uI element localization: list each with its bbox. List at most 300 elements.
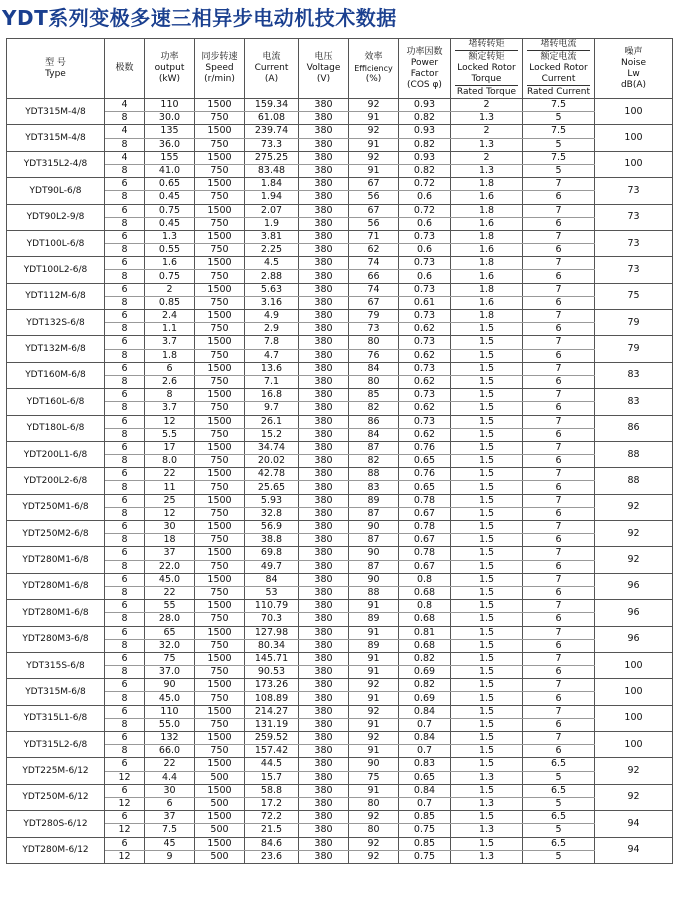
value-cell: 7 [523,600,595,613]
value-cell: 0.68 [399,613,451,626]
value-cell: 6 [105,626,145,639]
value-cell: 92 [349,732,399,745]
value-cell: 6 [105,547,145,560]
value-cell: 9.7 [245,402,299,415]
header-text: Current [541,74,576,84]
noise-cell: 92 [595,784,673,810]
value-cell: 1.5 [451,349,523,362]
noise-cell: 100 [595,652,673,678]
header-noise [595,39,673,99]
value-cell: 6 [523,692,595,705]
value-cell: 74 [349,283,399,296]
noise-cell: 94 [595,811,673,837]
value-cell: 0.75 [399,850,451,863]
value-cell: 6 [105,784,145,797]
value-cell: 1.5 [451,521,523,534]
value-cell: 1500 [195,178,245,191]
value-cell: 6 [105,837,145,850]
value-cell: 380 [299,494,349,507]
model-cell: YDT280M3-6/8 [7,626,105,652]
value-cell: 1.5 [451,705,523,718]
table-row [7,745,673,758]
value-cell: 0.6 [399,217,451,230]
value-cell: 25.65 [245,481,299,494]
value-cell: 5 [523,771,595,784]
value-cell: 6 [105,389,145,402]
value-cell: 1.5 [451,534,523,547]
value-cell: 0.67 [399,507,451,520]
value-cell: 8 [105,718,145,731]
value-cell: 6 [105,178,145,191]
table-row [7,402,673,415]
value-cell: 21.5 [245,824,299,837]
value-cell: 7 [523,494,595,507]
value-cell: 6 [105,336,145,349]
value-cell: 22 [145,758,195,771]
value-cell: 2 [451,151,523,164]
value-cell: 1.5 [451,468,523,481]
value-cell: 7 [523,415,595,428]
value-cell: 7 [523,283,595,296]
table-row [7,560,673,573]
value-cell: 88 [349,586,399,599]
value-cell: 1.5 [451,758,523,771]
noise-cell: 92 [595,758,673,784]
noise-cell: 96 [595,600,673,626]
value-cell: 89 [349,613,399,626]
value-cell: 380 [299,164,349,177]
value-cell: 5 [523,164,595,177]
model-cell: YDT280S-6/12 [7,811,105,837]
value-cell: 9 [145,850,195,863]
value-cell: 0.65 [399,455,451,468]
value-cell: 380 [299,600,349,613]
value-cell: 36.0 [145,138,195,151]
value-cell: 1.5 [451,626,523,639]
value-cell: 0.76 [399,468,451,481]
value-cell: 91 [349,692,399,705]
value-cell: 30 [145,521,195,534]
value-cell: 380 [299,230,349,243]
value-cell: 380 [299,481,349,494]
value-cell: 92 [349,850,399,863]
value-cell: 2.9 [245,323,299,336]
value-cell: 84 [245,573,299,586]
table-row [7,389,673,402]
value-cell: 1.8 [451,283,523,296]
header-text: 额定转矩 [468,52,505,62]
value-cell: 5 [523,797,595,810]
value-cell: 1.3 [451,112,523,125]
value-cell: 8 [105,323,145,336]
value-cell: 0.67 [399,560,451,573]
value-cell: 91 [349,626,399,639]
value-cell: 90 [349,521,399,534]
value-cell: 380 [299,666,349,679]
value-cell: 6 [523,270,595,283]
header-text: output [154,63,185,73]
value-cell: 23.6 [245,850,299,863]
value-cell: 80 [349,375,399,388]
value-cell: 380 [299,283,349,296]
header-text: Voltage [306,63,341,73]
table-row [7,521,673,534]
value-cell: 1500 [195,652,245,665]
value-cell: 500 [195,771,245,784]
value-cell: 1.84 [245,178,299,191]
value-cell: 30 [145,784,195,797]
value-cell: 87 [349,507,399,520]
value-cell: 0.75 [145,204,195,217]
value-cell: 55 [145,600,195,613]
header-output [145,39,195,99]
motor-data-table [6,38,673,864]
value-cell: 380 [299,349,349,362]
value-cell: 6 [105,283,145,296]
value-cell: 6 [523,296,595,309]
value-cell: 3.16 [245,296,299,309]
noise-cell: 79 [595,310,673,336]
value-cell: 8 [105,402,145,415]
value-cell: 7.1 [245,375,299,388]
value-cell: 6 [105,573,145,586]
value-cell: 380 [299,797,349,810]
value-cell: 0.75 [399,824,451,837]
header-text: Speed [205,63,234,73]
value-cell: 7 [523,336,595,349]
value-cell: 750 [195,639,245,652]
value-cell: 108.89 [245,692,299,705]
value-cell: 0.65 [145,178,195,191]
table-row [7,270,673,283]
value-cell: 15.2 [245,428,299,441]
value-cell: 72.2 [245,811,299,824]
value-cell: 0.73 [399,283,451,296]
noise-cell: 100 [595,732,673,758]
value-cell: 0.73 [399,310,451,323]
value-cell: 750 [195,270,245,283]
value-cell: 380 [299,151,349,164]
value-cell: 7 [523,310,595,323]
value-cell: 0.84 [399,705,451,718]
value-cell: 0.62 [399,402,451,415]
value-cell: 380 [299,850,349,863]
value-cell: 750 [195,586,245,599]
value-cell: 20.02 [245,455,299,468]
value-cell: 84 [349,428,399,441]
value-cell: 0.83 [399,758,451,771]
value-cell: 15.7 [245,771,299,784]
table-row [7,666,673,679]
value-cell: 2 [145,283,195,296]
header-power-factor [399,39,451,99]
value-cell: 6 [145,797,195,810]
value-cell: 1500 [195,732,245,745]
noise-cell: 83 [595,389,673,415]
value-cell: 22 [145,586,195,599]
value-cell: 380 [299,639,349,652]
value-cell: 79 [349,310,399,323]
value-cell: 0.69 [399,666,451,679]
value-cell: 2.88 [245,270,299,283]
value-cell: 5.5 [145,428,195,441]
value-cell: 6 [105,362,145,375]
value-cell: 53 [245,586,299,599]
value-cell: 55.0 [145,718,195,731]
value-cell: 6 [105,441,145,454]
noise-cell: 73 [595,257,673,283]
value-cell: 7 [523,178,595,191]
value-cell: 0.76 [399,441,451,454]
value-cell: 8 [105,112,145,125]
table-row [7,191,673,204]
value-cell: 380 [299,99,349,112]
value-cell: 6.5 [523,811,595,824]
header-text: Lw [627,68,640,79]
value-cell: 380 [299,811,349,824]
value-cell: 173.26 [245,679,299,692]
value-cell: 110 [145,99,195,112]
value-cell: 0.68 [399,586,451,599]
value-cell: 8 [105,666,145,679]
value-cell: 7 [523,204,595,217]
header-text: (r/min) [204,74,235,84]
value-cell: 6 [523,718,595,731]
model-cell: YDT250M-6/12 [7,784,105,810]
value-cell: 22.0 [145,560,195,573]
value-cell: 6 [105,732,145,745]
model-cell: YDT315M-6/8 [7,679,105,705]
value-cell: 17 [145,441,195,454]
value-cell: 42.78 [245,468,299,481]
value-cell: 32.8 [245,507,299,520]
table-row [7,362,673,375]
model-cell: YDT160M-6/8 [7,362,105,388]
table-row [7,151,673,164]
value-cell: 91 [349,164,399,177]
value-cell: 1500 [195,468,245,481]
value-cell: 92 [349,679,399,692]
value-cell: 0.73 [399,230,451,243]
value-cell: 8 [105,613,145,626]
value-cell: 6 [105,310,145,323]
header-text: Factor [410,68,439,79]
value-cell: 1.8 [145,349,195,362]
value-cell: 56 [349,217,399,230]
value-cell: 1.8 [451,310,523,323]
value-cell: 0.78 [399,547,451,560]
header-text: 电压 [314,52,333,62]
value-cell: 85 [349,389,399,402]
value-cell: 1.5 [451,837,523,850]
value-cell: 87 [349,534,399,547]
value-cell: 13.6 [245,362,299,375]
value-cell: 6 [105,204,145,217]
model-cell: YDT132S-6/8 [7,310,105,336]
value-cell: 91 [349,112,399,125]
noise-cell: 100 [595,705,673,731]
value-cell: 7 [523,652,595,665]
value-cell: 62 [349,244,399,257]
value-cell: 7 [523,521,595,534]
table-row [7,336,673,349]
header-model [7,39,105,99]
value-cell: 380 [299,125,349,138]
noise-cell: 94 [595,837,673,863]
value-cell: 1.8 [451,204,523,217]
value-cell: 0.65 [399,771,451,784]
value-cell: 0.72 [399,204,451,217]
value-cell: 4.9 [245,310,299,323]
value-cell: 135 [145,125,195,138]
value-cell: 91 [349,784,399,797]
noise-cell: 92 [595,521,673,547]
value-cell: 75 [349,771,399,784]
value-cell: 0.73 [399,389,451,402]
header-speed [195,39,245,99]
value-cell: 71 [349,230,399,243]
value-cell: 8 [105,191,145,204]
value-cell: 26.1 [245,415,299,428]
value-cell: 7 [523,732,595,745]
value-cell: 37 [145,811,195,824]
value-cell: 1.5 [451,323,523,336]
value-cell: 214.27 [245,705,299,718]
value-cell: 90 [145,679,195,692]
value-cell: 380 [299,415,349,428]
noise-cell: 79 [595,336,673,362]
value-cell: 380 [299,718,349,731]
value-cell: 0.62 [399,375,451,388]
value-cell: 380 [299,771,349,784]
value-cell: 12 [145,507,195,520]
value-cell: 22 [145,468,195,481]
value-cell: 2.07 [245,204,299,217]
value-cell: 49.7 [245,560,299,573]
value-cell: 0.78 [399,494,451,507]
value-cell: 1500 [195,837,245,850]
header-text: 额定电流 [540,52,577,62]
header-text: Locked Rotor [457,63,516,73]
value-cell: 92 [349,837,399,850]
value-cell: 90 [349,573,399,586]
value-cell: 6 [523,534,595,547]
table-row [7,758,673,771]
value-cell: 37.0 [145,666,195,679]
value-cell: 34.74 [245,441,299,454]
value-cell: 12 [145,415,195,428]
model-cell: YDT100L2-6/8 [7,257,105,283]
value-cell: 0.8 [399,573,451,586]
table-row [7,468,673,481]
value-cell: 1.5 [451,573,523,586]
model-cell: YDT250M1-6/8 [7,494,105,520]
value-cell: 1500 [195,151,245,164]
table-row [7,310,673,323]
value-cell: 0.7 [399,718,451,731]
table-row [7,204,673,217]
value-cell: 1.5 [451,613,523,626]
value-cell: 1.5 [451,718,523,731]
value-cell: 1500 [195,679,245,692]
value-cell: 91 [349,600,399,613]
value-cell: 0.7 [399,745,451,758]
value-cell: 45.0 [145,692,195,705]
value-cell: 1500 [195,336,245,349]
value-cell: 7 [523,230,595,243]
value-cell: 8 [105,745,145,758]
model-cell: YDT280M1-6/8 [7,573,105,599]
value-cell: 1.5 [451,639,523,652]
noise-cell: 100 [595,99,673,125]
table-row [7,811,673,824]
value-cell: 155 [145,151,195,164]
value-cell: 8 [145,389,195,402]
value-cell: 750 [195,745,245,758]
value-cell: 5 [523,824,595,837]
header-text: 电流 [262,52,281,62]
value-cell: 0.7 [399,797,451,810]
value-cell: 0.72 [399,178,451,191]
value-cell: 750 [195,455,245,468]
value-cell: 90 [349,547,399,560]
value-cell: 1500 [195,758,245,771]
value-cell: 89 [349,494,399,507]
value-cell: 159.34 [245,99,299,112]
table-row [7,547,673,560]
value-cell: 380 [299,428,349,441]
value-cell: 380 [299,323,349,336]
noise-cell: 75 [595,283,673,309]
noise-cell: 92 [595,494,673,520]
value-cell: 4.5 [245,257,299,270]
value-cell: 380 [299,468,349,481]
header-text: (A) [264,74,279,84]
value-cell: 1.5 [451,402,523,415]
header-text: Rated Current [526,87,590,97]
value-cell: 7 [523,705,595,718]
value-cell: 0.69 [399,692,451,705]
value-cell: 61.08 [245,112,299,125]
value-cell: 83 [349,481,399,494]
value-cell: 1.8 [451,178,523,191]
value-cell: 16.8 [245,389,299,402]
value-cell: 4.4 [145,771,195,784]
value-cell: 6 [105,468,145,481]
table-row [7,257,673,270]
value-cell: 750 [195,507,245,520]
value-cell: 0.82 [399,679,451,692]
value-cell: 0.67 [399,534,451,547]
value-cell: 6 [105,679,145,692]
noise-cell: 88 [595,441,673,467]
value-cell: 0.73 [399,257,451,270]
value-cell: 750 [195,349,245,362]
model-cell: YDT250M2-6/8 [7,521,105,547]
value-cell: 500 [195,797,245,810]
value-cell: 87 [349,441,399,454]
value-cell: 6 [523,375,595,388]
value-cell: 380 [299,652,349,665]
header-text: Noise [621,57,646,68]
value-cell: 1.3 [451,850,523,863]
value-cell: 380 [299,270,349,283]
page-title: YDT系列变极多速三相异步电动机技术数据 [2,6,397,30]
noise-cell: 73 [595,178,673,204]
value-cell: 4 [105,151,145,164]
value-cell: 110 [145,705,195,718]
model-cell: YDT280M-6/12 [7,837,105,863]
